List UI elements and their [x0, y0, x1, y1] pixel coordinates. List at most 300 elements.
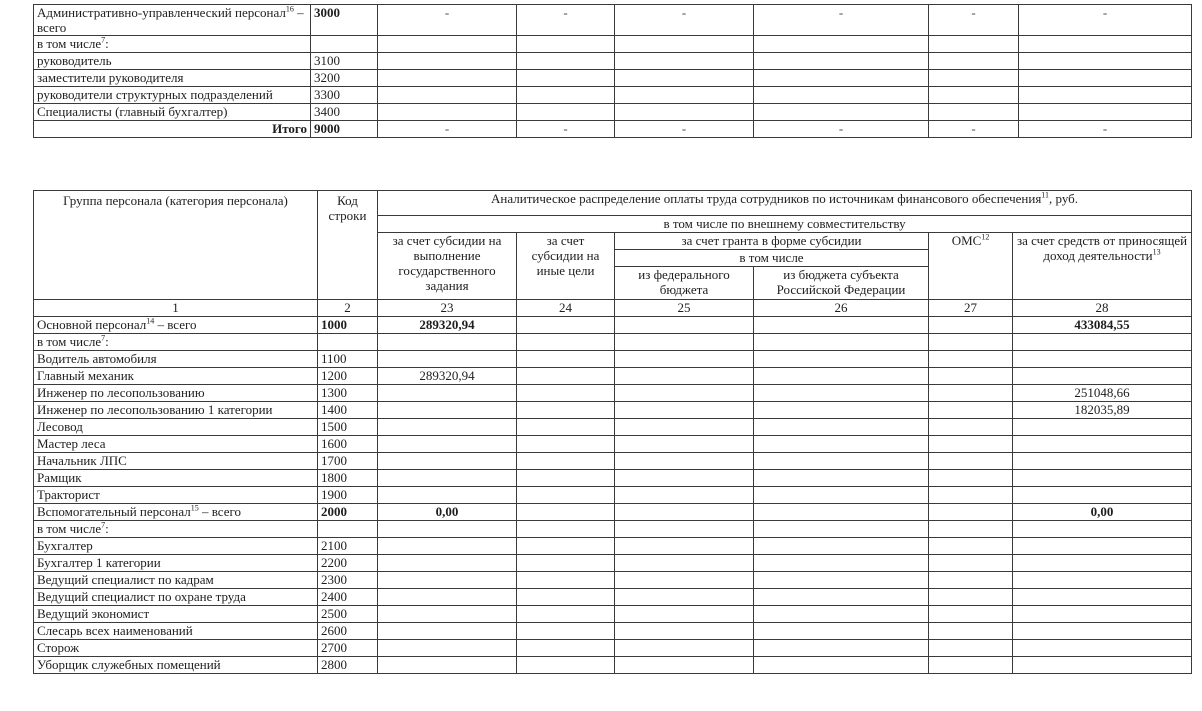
value-cell: [1019, 87, 1192, 104]
value-cell: [517, 487, 615, 504]
row-label-text: Начальник ЛПС: [37, 453, 127, 468]
value-cell: [1019, 53, 1192, 70]
value-col28: [1013, 640, 1192, 657]
header-col24: за счет субсидии на иные цели: [517, 233, 615, 300]
value-cell: [517, 436, 615, 453]
value-cell: -: [754, 5, 929, 36]
row-label: [34, 368, 318, 385]
value-cell: [929, 70, 1019, 87]
header-col23: за счет субсидии на выполнение государственного задания: [378, 233, 517, 300]
value-col23: [378, 572, 517, 589]
value-cell: [517, 640, 615, 657]
table-row: [34, 453, 1192, 470]
row-code: 1000: [318, 317, 378, 334]
value-cell: [517, 453, 615, 470]
row-label: [34, 487, 318, 504]
value-cell: [615, 572, 754, 589]
row-label-text: Административно-управленческий персонал: [37, 5, 286, 20]
value-col23: [378, 521, 517, 538]
table-row: [34, 87, 1192, 104]
value-cell: [754, 521, 929, 538]
header-code: Код строки: [318, 191, 378, 300]
row-code: 2000: [318, 504, 378, 521]
row-code: 1400: [318, 402, 378, 419]
value-col28: 433084,55: [1013, 317, 1192, 334]
value-cell: [615, 640, 754, 657]
row-code: [318, 521, 378, 538]
row-label: [34, 87, 311, 104]
value-col28: [1013, 555, 1192, 572]
value-cell: [615, 53, 754, 70]
row-code: 1500: [318, 419, 378, 436]
value-col23: [378, 657, 517, 674]
value-cell: [1019, 36, 1192, 53]
value-cell: [754, 555, 929, 572]
col-num: 28: [1013, 300, 1192, 317]
row-label-text: Главный механик: [37, 368, 134, 383]
value-col23: [378, 623, 517, 640]
value-cell: [517, 104, 615, 121]
header-col26: из бюджета субъекта Российской Федерации: [754, 267, 929, 300]
value-cell: [929, 572, 1013, 589]
row-code: 2800: [318, 657, 378, 674]
value-cell: [754, 317, 929, 334]
row-label-text: Ведущий специалист по охране труда: [37, 589, 246, 604]
footnote-ref: 7: [101, 520, 106, 530]
table-row: [34, 419, 1192, 436]
row-label: [34, 470, 318, 487]
table-row: [34, 504, 1192, 521]
row-label: [34, 572, 318, 589]
value-cell: [517, 657, 615, 674]
row-label: [34, 453, 318, 470]
row-label-text: Ведущий специалист по кадрам: [37, 572, 214, 587]
value-cell: [929, 521, 1013, 538]
row-label: [34, 317, 318, 334]
row-code: 3000: [311, 5, 378, 36]
value-cell: [517, 334, 615, 351]
row-code: 1200: [318, 368, 378, 385]
table-row: [34, 385, 1192, 402]
value-cell: [615, 606, 754, 623]
value-cell: [929, 504, 1013, 521]
value-cell: -: [615, 5, 754, 36]
row-code: 2400: [318, 589, 378, 606]
table-row: [34, 487, 1192, 504]
table-row: [34, 351, 1192, 368]
header-col27: ОМС$^{12}$: [929, 233, 1013, 300]
value-cell: [1019, 104, 1192, 121]
row-code: 2300: [318, 572, 378, 589]
value-col28: [1013, 453, 1192, 470]
row-label-suffix: :: [105, 521, 109, 536]
value-cell: [517, 36, 615, 53]
value-cell: [615, 623, 754, 640]
table-row: [34, 521, 1192, 538]
header-grant: за счет гранта в форме субсидии: [615, 233, 929, 250]
row-label-suffix: – всего: [154, 317, 197, 332]
table-row: [34, 5, 1192, 36]
value-col28: 0,00: [1013, 504, 1192, 521]
header-including-ext: в том числе по внешнему совместительству: [378, 216, 1192, 233]
header-group: Группа персонала (категория персонала): [34, 191, 318, 300]
row-label: [34, 419, 318, 436]
footnote-ref: 14: [146, 316, 155, 326]
header-analytic: Аналитическое распределение оплаты труда сотрудников по источникам финансового обеспечения$^{11}$, руб.: [378, 191, 1192, 216]
col-num: 27: [929, 300, 1013, 317]
value-cell: [517, 470, 615, 487]
value-cell: [754, 538, 929, 555]
value-cell: [517, 555, 615, 572]
row-code: 3100: [311, 53, 378, 70]
row-label-text: Бухгалтер 1 категории: [37, 555, 161, 570]
table-row: [34, 657, 1192, 674]
table-row: [34, 317, 1192, 334]
value-cell: [929, 657, 1013, 674]
value-cell: [929, 36, 1019, 53]
table-row: [34, 470, 1192, 487]
row-label-text: в том числе: [37, 521, 102, 536]
row-label: [34, 555, 318, 572]
value-col28: [1013, 436, 1192, 453]
table-row: [34, 555, 1192, 572]
row-code: 3200: [311, 70, 378, 87]
row-code: 2700: [318, 640, 378, 657]
value-cell: [378, 104, 517, 121]
value-col23: 0,00: [378, 504, 517, 521]
value-col28: [1013, 572, 1192, 589]
row-label: [34, 606, 318, 623]
value-cell: [615, 555, 754, 572]
row-label: [34, 521, 318, 538]
value-cell: [615, 104, 754, 121]
col-num: 23: [378, 300, 517, 317]
value-cell: [929, 53, 1019, 70]
table-row: [34, 606, 1192, 623]
value-cell: [929, 104, 1019, 121]
row-label-text: Основной персонал: [37, 317, 147, 332]
value-col23: [378, 436, 517, 453]
value-cell: [929, 87, 1019, 104]
footnote-ref: 15: [190, 503, 199, 513]
value-col23: [378, 351, 517, 368]
value-cell: [517, 385, 615, 402]
row-label-text: Лесовод: [37, 419, 83, 434]
value-col28: [1013, 419, 1192, 436]
table-row: [34, 402, 1192, 419]
value-cell: -: [378, 5, 517, 36]
col-num: 24: [517, 300, 615, 317]
value-cell: [517, 538, 615, 555]
value-cell: -: [929, 5, 1019, 36]
row-label: [34, 504, 318, 521]
value-cell: [378, 53, 517, 70]
value-cell: -: [1019, 121, 1192, 138]
value-cell: [517, 606, 615, 623]
value-col23: [378, 487, 517, 504]
row-code: 2200: [318, 555, 378, 572]
col-num: 1: [34, 300, 318, 317]
row-label-text: Слесарь всех наименований: [37, 623, 193, 638]
value-cell: [378, 70, 517, 87]
table-row: [34, 53, 1192, 70]
table-row: [34, 121, 1192, 138]
value-cell: [754, 368, 929, 385]
value-cell: [615, 453, 754, 470]
row-label-text: Инженер по лесопользованию: [37, 385, 205, 400]
row-label-text: Вспомогательный персонал: [37, 504, 191, 519]
value-col28: [1013, 351, 1192, 368]
value-cell: [929, 623, 1013, 640]
value-cell: [929, 334, 1013, 351]
table-row: [34, 104, 1192, 121]
row-label: [34, 436, 318, 453]
value-cell: [517, 623, 615, 640]
row-label: [34, 5, 311, 36]
value-cell: [754, 334, 929, 351]
value-cell: [754, 402, 929, 419]
value-cell: [615, 487, 754, 504]
value-col28: [1013, 470, 1192, 487]
row-label: [34, 402, 318, 419]
value-cell: [517, 87, 615, 104]
value-cell: [929, 368, 1013, 385]
value-col28: [1013, 487, 1192, 504]
value-col28: 182035,89: [1013, 402, 1192, 419]
value-col28: [1013, 334, 1192, 351]
value-cell: [754, 453, 929, 470]
row-label-text: Итого: [272, 121, 307, 136]
row-label-text: Уборщик служебных помещений: [37, 657, 221, 672]
value-col28: [1013, 368, 1192, 385]
row-label-text: Сторож: [37, 640, 80, 655]
row-label: [34, 640, 318, 657]
row-code: [318, 334, 378, 351]
col-num: 2: [318, 300, 378, 317]
value-cell: [615, 36, 754, 53]
value-cell: [929, 487, 1013, 504]
row-label-text: Специалисты (главный бухгалтер): [37, 104, 228, 119]
value-cell: [615, 538, 754, 555]
row-label-text: Инженер по лесопользованию 1 категории: [37, 402, 273, 417]
value-cell: [754, 87, 929, 104]
row-label: [34, 53, 311, 70]
value-col23: [378, 402, 517, 419]
row-label-text: в том числе: [37, 36, 102, 51]
table-row: [34, 572, 1192, 589]
payroll-distribution-table: [33, 190, 1192, 674]
row-label-text: Водитель автомобиля: [37, 351, 157, 366]
value-cell: [929, 453, 1013, 470]
row-code: 2600: [318, 623, 378, 640]
value-cell: [929, 555, 1013, 572]
value-cell: [929, 317, 1013, 334]
value-cell: [754, 104, 929, 121]
value-cell: [517, 589, 615, 606]
value-cell: -: [754, 121, 929, 138]
value-cell: [615, 70, 754, 87]
footnote-ref: 16: [285, 4, 294, 14]
value-cell: [929, 385, 1013, 402]
value-cell: [754, 572, 929, 589]
value-cell: [929, 589, 1013, 606]
value-cell: -: [517, 5, 615, 36]
table-row: [34, 70, 1192, 87]
value-col23: [378, 555, 517, 572]
table-row: [34, 623, 1192, 640]
row-label: [34, 657, 318, 674]
row-label: [34, 589, 318, 606]
value-cell: [615, 351, 754, 368]
value-col23: [378, 589, 517, 606]
value-col28: [1013, 657, 1192, 674]
row-label-text: Рамщик: [37, 470, 82, 485]
value-cell: [615, 436, 754, 453]
value-cell: [615, 87, 754, 104]
value-cell: [517, 504, 615, 521]
value-col23: [378, 453, 517, 470]
value-cell: [517, 368, 615, 385]
header-grant-incl: в том числе: [615, 250, 929, 267]
row-label: [34, 351, 318, 368]
value-cell: [929, 606, 1013, 623]
row-label-suffix: – всего: [198, 504, 242, 519]
table-row: [34, 589, 1192, 606]
value-cell: [615, 317, 754, 334]
row-code: 3400: [311, 104, 378, 121]
row-label-text: Бухгалтер: [37, 538, 93, 553]
col-num: 25: [615, 300, 754, 317]
value-col23: [378, 470, 517, 487]
value-cell: [754, 589, 929, 606]
row-code: 3300: [311, 87, 378, 104]
value-col28: [1013, 589, 1192, 606]
value-col23: 289320,94: [378, 317, 517, 334]
value-cell: [754, 657, 929, 674]
value-cell: [754, 487, 929, 504]
value-col28: [1013, 606, 1192, 623]
row-label: [34, 334, 318, 351]
table-row: [34, 640, 1192, 657]
row-label-suffix: – всего: [37, 5, 304, 35]
value-cell: [754, 436, 929, 453]
value-cell: [517, 70, 615, 87]
value-cell: [517, 317, 615, 334]
table-row: [34, 538, 1192, 555]
header-col28: за счет средств от приносящей доход деятельности$^{13}$: [1013, 233, 1192, 300]
value-col23: [378, 640, 517, 657]
row-label: [34, 121, 311, 138]
value-cell: [615, 368, 754, 385]
value-cell: [929, 436, 1013, 453]
col-num: 26: [754, 300, 929, 317]
value-cell: [517, 572, 615, 589]
value-cell: [615, 657, 754, 674]
row-label-text: руководитель: [37, 53, 112, 68]
value-cell: [754, 419, 929, 436]
value-cell: [615, 419, 754, 436]
value-cell: -: [929, 121, 1019, 138]
row-code: [311, 36, 378, 53]
value-cell: [615, 521, 754, 538]
value-cell: [929, 419, 1013, 436]
value-col23: [378, 334, 517, 351]
value-col28: [1013, 623, 1192, 640]
row-label: [34, 104, 311, 121]
row-code: 9000: [311, 121, 378, 138]
row-label: [34, 70, 311, 87]
row-label-text: Мастер леса: [37, 436, 106, 451]
value-cell: [378, 87, 517, 104]
row-label-text: заместители руководителя: [37, 70, 184, 85]
value-cell: [929, 402, 1013, 419]
value-cell: [615, 385, 754, 402]
value-col23: 289320,94: [378, 368, 517, 385]
value-cell: -: [378, 121, 517, 138]
row-label-text: Тракторист: [37, 487, 100, 502]
value-cell: [615, 470, 754, 487]
value-cell: [929, 470, 1013, 487]
value-cell: [754, 351, 929, 368]
table-row: [34, 36, 1192, 53]
value-cell: [754, 70, 929, 87]
table-row: [34, 334, 1192, 351]
value-cell: [929, 640, 1013, 657]
value-cell: [754, 36, 929, 53]
value-cell: -: [1019, 5, 1192, 36]
value-cell: [517, 521, 615, 538]
row-label-text: в том числе: [37, 334, 102, 349]
row-label-text: Ведущий экономист: [37, 606, 150, 621]
row-label: [34, 36, 311, 53]
value-cell: [929, 538, 1013, 555]
value-cell: [517, 53, 615, 70]
value-cell: [517, 351, 615, 368]
top-table: [33, 4, 1192, 138]
row-code: 1900: [318, 487, 378, 504]
value-col23: [378, 606, 517, 623]
value-cell: [754, 640, 929, 657]
value-col23: [378, 419, 517, 436]
row-label-suffix: :: [105, 334, 109, 349]
row-label: [34, 623, 318, 640]
value-col28: [1013, 538, 1192, 555]
value-cell: [754, 606, 929, 623]
value-cell: [754, 470, 929, 487]
footnote-ref: 7: [101, 35, 106, 45]
value-cell: [615, 334, 754, 351]
footnote-ref: 7: [101, 333, 106, 343]
row-label: [34, 385, 318, 402]
column-numbers-row: [34, 300, 1192, 317]
row-code: 1600: [318, 436, 378, 453]
value-cell: [754, 53, 929, 70]
value-cell: [615, 504, 754, 521]
row-code: 2500: [318, 606, 378, 623]
row-label-text: руководители структурных подразделений: [37, 87, 273, 102]
value-cell: [754, 385, 929, 402]
value-cell: [754, 623, 929, 640]
value-col23: [378, 385, 517, 402]
value-cell: -: [517, 121, 615, 138]
value-cell: [1019, 70, 1192, 87]
value-col28: 251048,66: [1013, 385, 1192, 402]
row-code: 1300: [318, 385, 378, 402]
row-code: 1700: [318, 453, 378, 470]
table-row: [34, 436, 1192, 453]
value-cell: [378, 36, 517, 53]
row-code: 1800: [318, 470, 378, 487]
